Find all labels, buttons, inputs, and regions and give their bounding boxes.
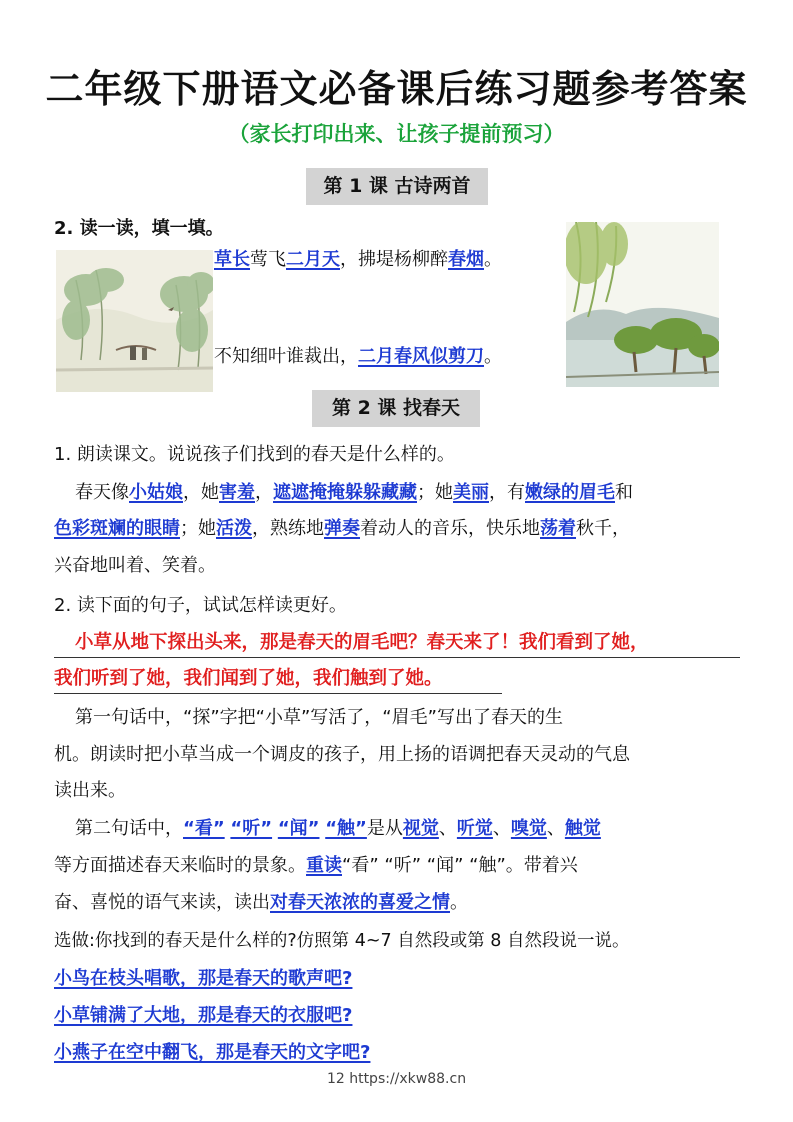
left-willow-painting (56, 250, 213, 392)
analysis-blank: 听觉 (456, 818, 493, 839)
analysis-blank: “闻” (277, 818, 320, 839)
lesson1-exercise-label: 2. 读一读，填一填。 (54, 218, 224, 239)
poem-blank: 二月天 (286, 249, 340, 270)
poem-text: 莺飞 (250, 249, 286, 270)
analysis-text: “看” “听” “闻” “触”。带着兴 (342, 855, 578, 876)
answer-blank: 活泼 (216, 518, 252, 539)
answer-blank: 美丽 (453, 482, 489, 503)
sample-answer-1 (54, 967, 352, 991)
analysis-blank: 对春天浓浓的喜爱之情 (270, 892, 450, 913)
answer-blank: 弹奏 (324, 518, 360, 539)
analysis-2-line-2 (54, 854, 578, 878)
answer-blank: 小姑娘 (129, 482, 183, 503)
poem-text: 。 (484, 346, 502, 367)
analysis-text: 、 (438, 818, 457, 839)
page-subtitle: （家长打印出来、让孩子提前预习） (228, 122, 565, 146)
optional-task: 选做:你找到的春天是什么样的?仿照第 4~7 自然段或第 8 自然段说一说。 (54, 931, 630, 951)
answer-text: 和 (615, 482, 633, 503)
answer-blank: 遮遮掩掩躲躲藏藏 (273, 482, 417, 503)
analysis-text: 、 (546, 818, 565, 839)
analysis-1-line-2: 机。朗读时把小草当成一个调皮的孩子，用上扬的语调把春天灵动的气息 (54, 744, 630, 765)
poem-blank: 草长 (214, 249, 250, 270)
answer-1-line-2 (54, 517, 630, 541)
answer-1-line-3: 兴奋地叫着、笑着。 (54, 555, 216, 576)
analysis-text: 、 (492, 818, 511, 839)
analysis-1-line-1: 第一句话中，“探”字把“小草”写活了，“眉毛”写出了春天的生 (75, 707, 563, 728)
answer-text: ，有 (489, 482, 525, 503)
analysis-blank: “触” (325, 818, 367, 839)
poem-line-1 (214, 248, 502, 272)
poem-text: ，拂堤杨柳醉 (340, 249, 448, 270)
answer-text: ；她 (180, 518, 216, 539)
question-2: 2. 读下面的句子，试试怎样读更好。 (54, 595, 347, 616)
answer-blank: 嫩绿的眉毛 (525, 482, 615, 503)
analysis-text: 等方面描述春天来临时的景象。 (54, 855, 306, 876)
page-footer: 12 https://xkw88.cn (326, 1071, 467, 1087)
analysis-2-line-3 (54, 891, 468, 915)
analysis-blank: 重读 (306, 855, 342, 876)
poem-blank: 二月春风似剪刀 (358, 346, 484, 367)
lesson2-heading: 第 2 课 找春天 (312, 390, 480, 427)
answer-text: ；她 (417, 482, 453, 503)
analysis-text: 。 (450, 892, 468, 913)
poem-blank: 春烟 (448, 249, 484, 270)
analysis-blank: 触觉 (564, 818, 601, 839)
answer-1-line-1 (75, 481, 633, 505)
sample-answer-2 (54, 1004, 352, 1028)
highlight-sentence-line-1: 小草从地下探出头来，那是春天的眉毛吧？春天来了！我们看到了她， (54, 631, 740, 658)
sample-answer-text: 小燕子在空中翻飞，那是春天的文字吧? (54, 1042, 371, 1063)
analysis-2-line-1 (75, 817, 601, 841)
poem-line-2 (214, 345, 502, 369)
answer-text: 着动人的音乐，快乐地 (360, 518, 540, 539)
analysis-blank: 嗅觉 (510, 818, 547, 839)
answer-blank: 荡着 (540, 518, 576, 539)
answer-text: ，熟练地 (252, 518, 324, 539)
answer-text: ，她 (183, 482, 219, 503)
analysis-blank: 视觉 (402, 818, 439, 839)
sample-answer-text: 小草铺满了大地，那是春天的衣服吧? (54, 1005, 353, 1026)
analysis-text: 是从 (366, 818, 403, 839)
sample-answer-3 (54, 1041, 370, 1065)
analysis-1-line-3: 读出来。 (54, 780, 126, 801)
analysis-text: 奋、喜悦的语气来读，读出 (54, 892, 270, 913)
page-title: 二年级下册语文必备课后练习题参考答案 (45, 67, 748, 111)
highlight-sentence-line-2: 我们听到了她，我们闻到了她，我们触到了她。 (54, 667, 502, 694)
analysis-blank: “听” (230, 818, 273, 839)
analysis-text: 第二句话中， (75, 818, 183, 839)
answer-text: 秋千， (576, 518, 630, 539)
analysis-blank: “看” (183, 818, 225, 839)
lesson1-heading: 第 1 课 古诗两首 (306, 168, 488, 205)
poem-text: 。 (484, 249, 502, 270)
answer-blank: 色彩斑斓的眼睛 (54, 518, 180, 539)
poem-text: 不知细叶谁裁出， (214, 346, 358, 367)
sample-answer-text: 小鸟在枝头唱歌，那是春天的歌声吧? (54, 968, 353, 989)
answer-blank: 害羞 (219, 482, 255, 503)
question-1: 1. 朗读课文。说说孩子们找到的春天是什么样的。 (54, 444, 455, 465)
answer-text: 春天像 (75, 482, 129, 503)
answer-text: ， (255, 482, 273, 503)
right-willow-painting (566, 222, 719, 387)
